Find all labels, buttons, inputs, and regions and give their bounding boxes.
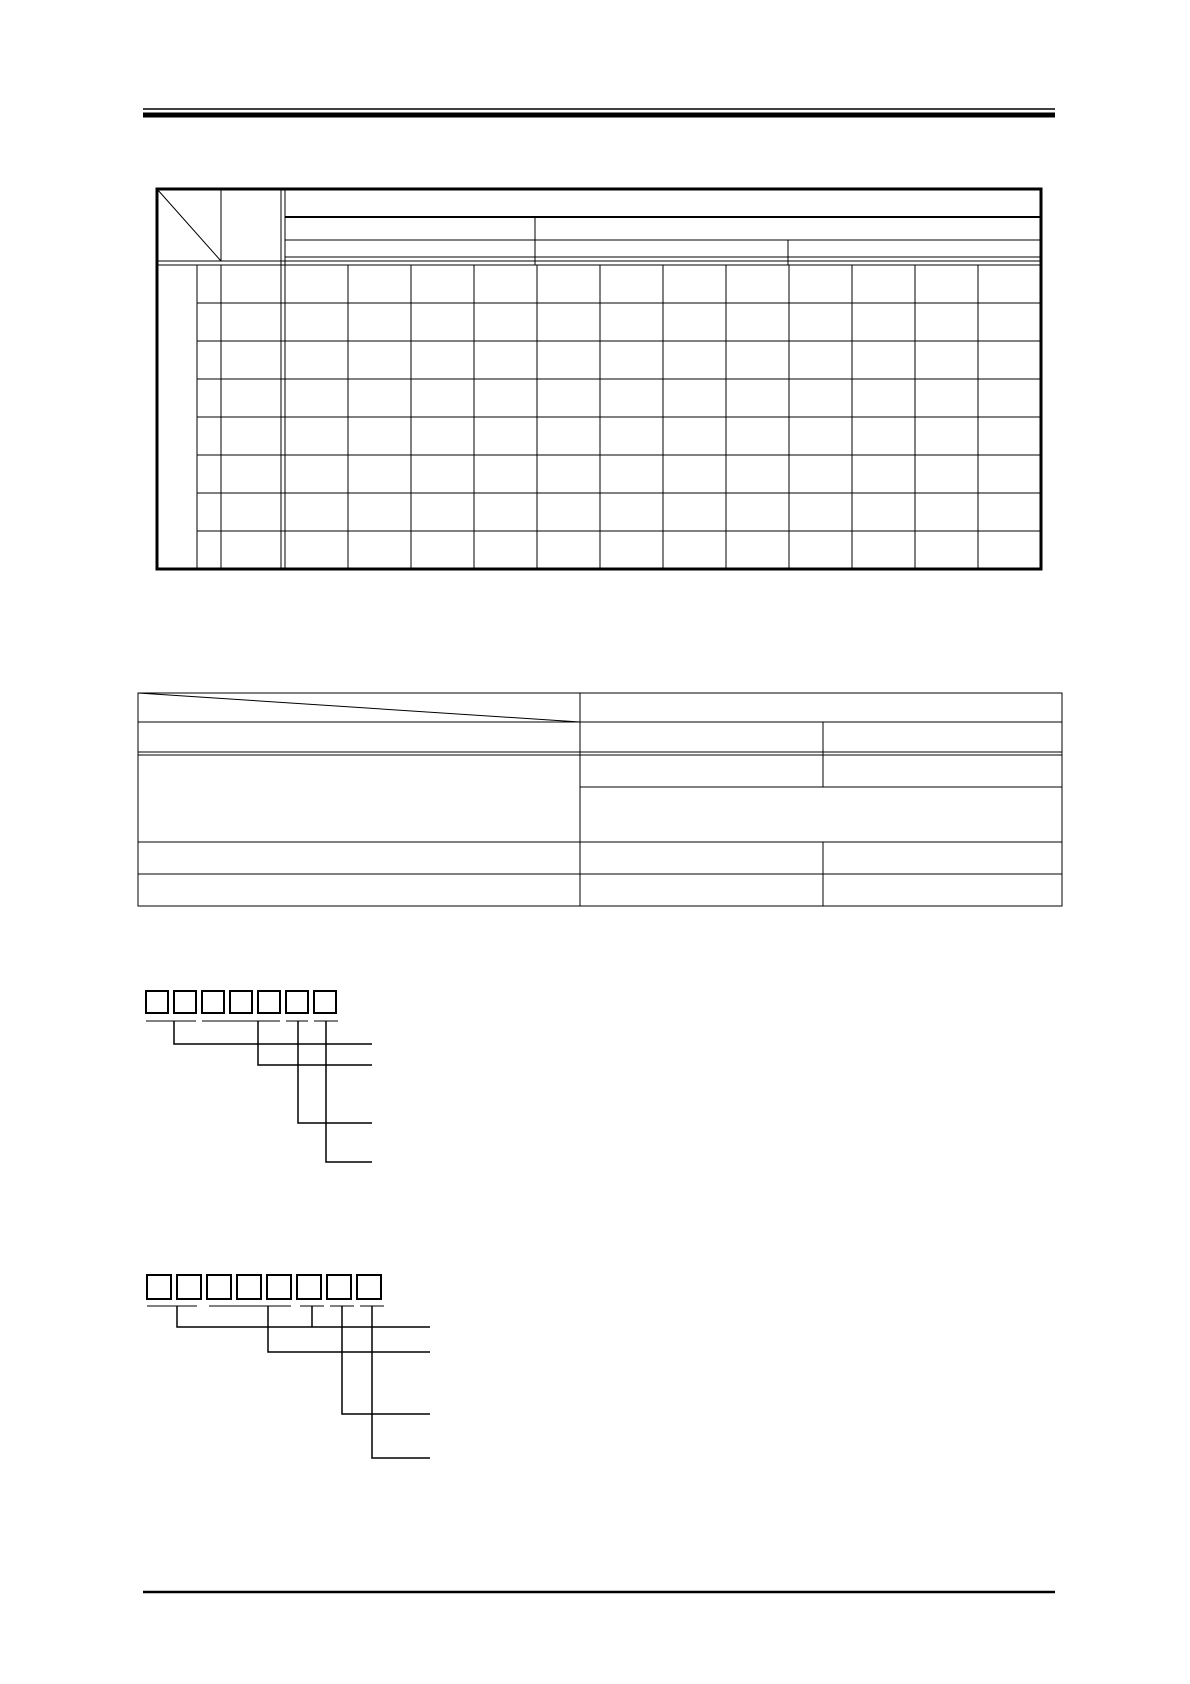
code1-digit-box xyxy=(146,991,168,1013)
code2-digit-box xyxy=(327,1275,351,1299)
code1-callout-4 xyxy=(326,1021,372,1162)
code2-digit-box xyxy=(147,1275,171,1299)
code1-callout-3 xyxy=(298,1021,372,1123)
code2-leader-lines xyxy=(177,1306,430,1458)
code2-digit-box xyxy=(207,1275,231,1299)
code2-callout-4 xyxy=(372,1306,430,1458)
table-2 xyxy=(138,693,1062,906)
code2-callout-3 xyxy=(342,1306,430,1414)
code2-digit-box xyxy=(267,1275,291,1299)
code1-boxes xyxy=(146,991,336,1013)
code2-digit-box xyxy=(177,1275,201,1299)
code1-digit-box xyxy=(174,991,196,1013)
table1-grid xyxy=(197,265,1041,569)
table2-corner-diagonal xyxy=(138,693,580,722)
code1-leader-lines xyxy=(174,1021,372,1162)
code1-digit-box xyxy=(258,991,280,1013)
code1-digit-box xyxy=(230,991,252,1013)
code-diagram-2 xyxy=(147,1275,430,1458)
code1-digit-box xyxy=(286,991,308,1013)
code1-digit-box xyxy=(314,991,336,1013)
code1-callout-2 xyxy=(258,1021,372,1065)
code2-callout-2 xyxy=(268,1306,430,1352)
table1-corner-diagonal xyxy=(157,189,221,261)
code1-digit-box xyxy=(202,991,224,1013)
code2-callout-1 xyxy=(177,1306,430,1327)
code2-boxes xyxy=(147,1275,381,1299)
code-diagram-1 xyxy=(146,991,372,1162)
header-rule xyxy=(143,109,1055,115)
code1-callout-1 xyxy=(174,1021,372,1044)
code2-digit-box xyxy=(297,1275,321,1299)
code2-digit-box xyxy=(237,1275,261,1299)
code2-digit-box xyxy=(357,1275,381,1299)
